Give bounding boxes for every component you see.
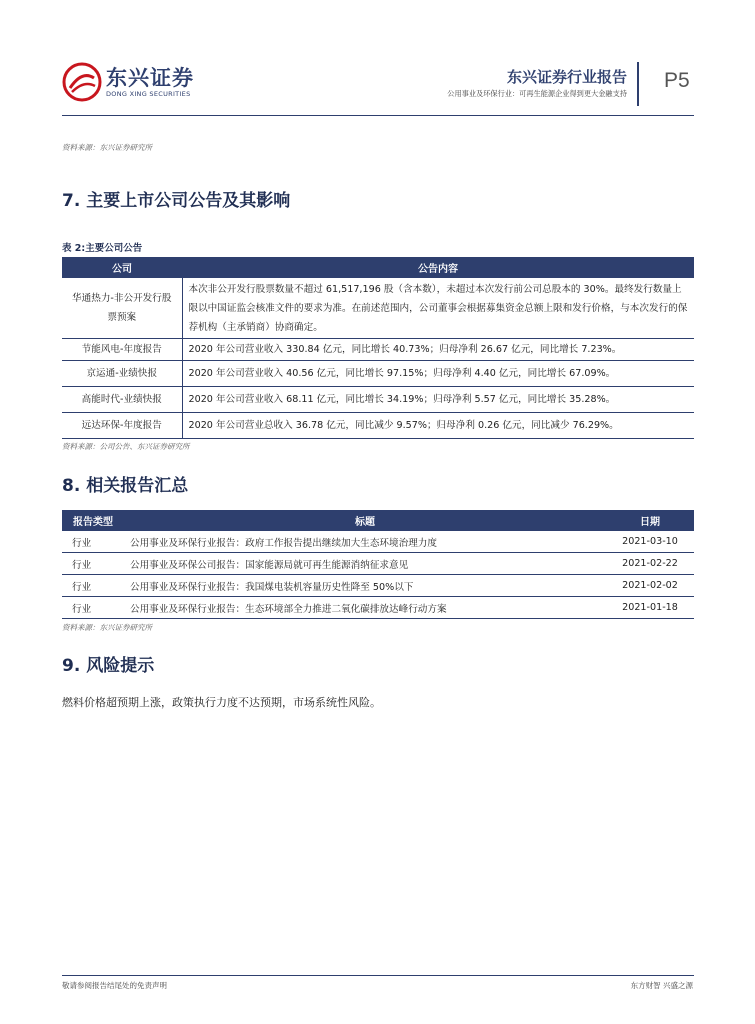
table-row — [62, 575, 694, 597]
column-header: 公司 — [62, 257, 182, 278]
report-title-cell: 公用事业及环保行业报告：我国煤电装机容量历史性降至 50%以下 — [124, 575, 606, 597]
table-row — [62, 387, 694, 413]
announcements-table — [62, 257, 694, 439]
table-row — [62, 361, 694, 387]
report-date-cell: 2021-01-18 — [606, 597, 694, 619]
content-cell: 本次非公开发行股票数量不超过 61,517,196 股（含本数），未超过本次发行前公司总股本的 30%。最终发行数量上限以中国证监会核准文件的要求为准。在前述范围内，公司董事会根据募集资金总额上限和发行价格，与本次发行的保荐机构（主承销商）协商确定。 — [182, 278, 694, 339]
source-note-top: 资料来源：东兴证券研究所 — [62, 143, 152, 152]
report-date-cell: 2021-02-02 — [606, 575, 694, 597]
column-header: 公告内容 — [182, 257, 694, 278]
related-reports-table — [62, 510, 694, 619]
report-date-cell: 2021-03-10 — [606, 531, 694, 553]
risk-warning-text: 燃料价格超预期上涨，政策执行力度不达预期，市场系统性风险。 — [62, 696, 381, 709]
report-type-cell: 行业 — [62, 531, 124, 553]
report-type-cell: 行业 — [62, 597, 124, 619]
logo-text: 东兴证券 — [106, 66, 194, 90]
section-8-heading: 8. 相关报告汇总 — [62, 476, 189, 496]
company-cell: 高能时代-业绩快报 — [62, 387, 182, 413]
table-row — [62, 413, 694, 439]
header-divider — [637, 62, 639, 106]
disclaimer-note: 敬请参阅报告结尾处的免责声明 — [62, 981, 167, 990]
column-header: 标题 — [124, 510, 606, 531]
report-type-cell: 行业 — [62, 553, 124, 575]
logo-subtext: DONG XING SECURITIES — [106, 90, 191, 98]
report-title-cell: 公用事业及环保行业报告：生态环境部全力推进二氧化碳排放达峰行动方案 — [124, 597, 606, 619]
column-header: 日期 — [606, 510, 694, 531]
table-row — [62, 278, 694, 339]
company-cell: 京运通-业绩快报 — [62, 361, 182, 387]
page-number: P5 — [664, 69, 690, 92]
report-header-subtitle: 公用事业及环保行业：可再生能源企业得到更大金融支持 — [447, 89, 627, 98]
logo-mark-icon — [62, 62, 102, 102]
source-note-reports: 资料来源：东兴证券研究所 — [62, 623, 152, 632]
report-title-cell: 公用事业及环保公司报告：国家能源局就可再生能源消纳征求意见 — [124, 553, 606, 575]
footer-slogan: 东方财智 兴盛之源 — [630, 981, 693, 990]
table-row — [62, 339, 694, 361]
table-2-caption: 表 2:主要公司公告 — [62, 243, 143, 254]
section-7-heading: 7. 主要上市公司公告及其影响 — [62, 191, 291, 211]
content-cell: 2020 年公司营业收入 330.84 亿元，同比增长 40.73%；归母净利 26.67 亿元，同比增长 7.23%。 — [182, 339, 694, 361]
table-row — [62, 597, 694, 619]
section-9-heading: 9. 风险提示 — [62, 656, 155, 676]
table-row — [62, 553, 694, 575]
report-header-title: 东兴证券行业报告 — [506, 68, 627, 86]
report-date-cell: 2021-02-22 — [606, 553, 694, 575]
source-note-table-2: 资料来源：公司公告、东兴证券研究所 — [62, 442, 190, 451]
table-header-row — [62, 510, 694, 531]
company-cell: 华通热力-非公开发行股票预案 — [62, 278, 182, 339]
company-cell: 节能风电-年度报告 — [62, 339, 182, 361]
table-header-row — [62, 257, 694, 278]
footer-rule — [62, 975, 694, 976]
content-cell: 2020 年公司营业收入 40.56 亿元，同比增长 97.15%；归母净利 4.40 亿元，同比增长 67.09%。 — [182, 361, 694, 387]
company-cell: 远达环保-年度报告 — [62, 413, 182, 439]
content-cell: 2020 年公司营业总收入 36.78 亿元，同比减少 9.57%；归母净利 0.26 亿元，同比减少 76.29%。 — [182, 413, 694, 439]
table-row — [62, 531, 694, 553]
content-cell: 2020 年公司营业收入 68.11 亿元，同比增长 34.19%；归母净利 5.57 亿元，同比增长 35.28%。 — [182, 387, 694, 413]
column-header: 报告类型 — [62, 510, 124, 531]
report-type-cell: 行业 — [62, 575, 124, 597]
header-rule — [62, 115, 694, 116]
company-logo — [62, 60, 222, 104]
report-title-cell: 公用事业及环保行业报告：政府工作报告提出继续加大生态环境治理力度 — [124, 531, 606, 553]
